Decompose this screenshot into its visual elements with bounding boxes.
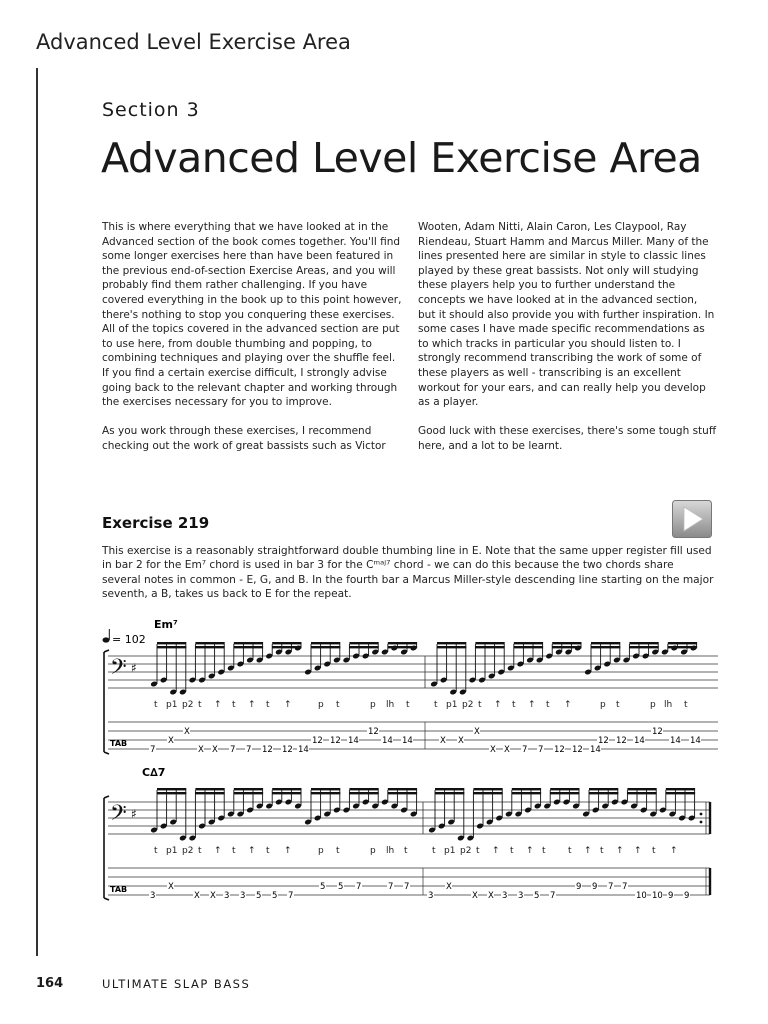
beam <box>437 642 466 644</box>
system-bracket <box>104 650 109 754</box>
tab-number: 7 <box>356 882 362 892</box>
tab-number: 12 <box>598 736 609 746</box>
beam <box>552 646 581 648</box>
tab-clef: TAB <box>110 885 128 894</box>
tab-number: X <box>198 745 204 755</box>
bass-staff <box>108 802 710 834</box>
technique-row <box>154 700 688 710</box>
beam <box>435 792 464 794</box>
svg-text:t: t <box>512 700 516 710</box>
tab-number: 9 <box>668 891 674 901</box>
tab-number: 5 <box>338 882 344 892</box>
tab-number: 7 <box>246 745 252 755</box>
svg-text:p1: p1 <box>166 700 178 710</box>
beam <box>550 792 579 794</box>
svg-text:t: t <box>266 846 270 856</box>
tab-number: 14 <box>348 736 359 746</box>
svg-text:↑: ↑ <box>634 846 642 856</box>
beam <box>589 792 618 794</box>
tab-number: 5 <box>320 882 326 892</box>
tab-number: X <box>504 745 510 755</box>
beam <box>627 792 656 794</box>
tab-number: X <box>168 882 174 892</box>
beam <box>311 792 340 794</box>
tab-number: 3 <box>224 891 230 901</box>
intro-paragraph: As you work through these exercises, I recommend checking out the work of great bassists such as Victor <box>102 425 386 452</box>
beam <box>437 646 466 648</box>
svg-text:t: t <box>476 846 480 856</box>
tab-number: 9 <box>684 891 690 901</box>
key-signature-sharp: ♯ <box>131 661 137 675</box>
tab-number: X <box>184 727 190 737</box>
tab-number: 7 <box>622 882 628 892</box>
svg-text:t: t <box>432 846 436 856</box>
beam <box>388 642 417 644</box>
margin-rule <box>36 68 38 956</box>
beam <box>311 642 340 644</box>
beam <box>550 788 579 790</box>
svg-text:t: t <box>198 700 202 710</box>
system-bracket <box>104 796 109 900</box>
tab-number: 7 <box>230 745 236 755</box>
beam <box>272 646 301 648</box>
tab-number: X <box>440 736 446 746</box>
section-label: Section 3 <box>102 99 200 121</box>
beam <box>512 792 541 794</box>
tab-number: 10 <box>636 891 647 901</box>
beam <box>388 788 417 790</box>
beam <box>552 642 581 644</box>
svg-text:t: t <box>154 846 158 856</box>
tab-number: 10 <box>652 891 663 901</box>
svg-text:p1: p1 <box>446 700 458 710</box>
intro-paragraph: Wooten, Adam Nitti, Alain Caron, Les Claypool, Ray Riendeau, Stuart Hamm and Marcus Miller. Many of the lines presented here are similar in style to classic lines played by these great bassists. Not only will studying these players help you to further understand the concepts we have looked at in the advanced section, but it should also provide you with further inspiration. In some cases I have made specific recommendations as to which tracks in particular you should listen to. I strongly recommend transcribing the work of some of these players as well - transcribing is an excellent workout for your ears, and can really help you develop as a player. <box>418 221 715 409</box>
tab-number: 14 <box>690 736 701 746</box>
tab-number: X <box>490 745 496 755</box>
svg-text:t: t <box>478 700 482 710</box>
svg-text:p2: p2 <box>462 700 474 710</box>
svg-text:t: t <box>404 846 408 856</box>
svg-text:lh: lh <box>664 700 673 710</box>
tab-number: 14 <box>382 736 393 746</box>
svg-text:↑: ↑ <box>526 846 534 856</box>
svg-text:t: t <box>198 846 202 856</box>
svg-text:p2: p2 <box>182 846 194 856</box>
beam <box>589 788 618 790</box>
svg-text:t: t <box>684 700 688 710</box>
beam <box>388 646 417 648</box>
tab-number: 12 <box>262 745 273 755</box>
svg-text:t: t <box>336 846 340 856</box>
svg-text:p: p <box>370 700 376 710</box>
svg-text:↑: ↑ <box>284 700 292 710</box>
tempo-marking <box>103 629 146 646</box>
tab-number: 14 <box>670 736 681 746</box>
tab-number: 12 <box>652 727 663 737</box>
svg-text:p1: p1 <box>444 846 456 856</box>
tab-number: 7 <box>550 891 556 901</box>
tab-clef: TAB <box>110 739 128 748</box>
tab-number: 14 <box>634 736 645 746</box>
svg-text:lh: lh <box>386 700 395 710</box>
svg-text:t: t <box>434 700 438 710</box>
beam <box>512 788 541 790</box>
beam <box>473 788 502 790</box>
svg-text:t: t <box>232 700 236 710</box>
tab-number: 7 <box>388 882 394 892</box>
beam <box>195 646 224 648</box>
beam <box>157 646 186 648</box>
beam <box>668 646 697 648</box>
exercise-title: Exercise 219 <box>102 514 210 532</box>
tab-number: 7 <box>288 891 294 901</box>
tab-number: X <box>210 891 216 901</box>
tab-number: 7 <box>404 882 410 892</box>
intro-paragraph: This is where everything that we have looked at in the Advanced section of the book comes together. You'll find some longer exercises here than have been featured in the previous end-of-section Exercise Areas, and you will probably find them rather challenging. If you have covered everything in the book up to this point however, there's nothing to stop you conquering these exercises. All of the topics covered in the advanced section are put to use here, from double thumbing and popping, to combining techniques and playing over the shuffle feel. If you find a certain exercise difficult, I strongly advise going back to the relevant chapter and working through the exercises necessary for you to improve. <box>102 221 402 409</box>
beam <box>435 788 464 790</box>
beam <box>666 788 695 790</box>
tab-number: 12 <box>282 745 293 755</box>
svg-text:t: t <box>510 846 514 856</box>
tab-number: X <box>446 882 452 892</box>
page-title: Advanced Level Exercise Area <box>101 134 702 182</box>
beam <box>666 792 695 794</box>
svg-text:t: t <box>232 846 236 856</box>
beam <box>668 642 697 644</box>
beam <box>195 788 224 790</box>
key-signature-sharp: ♯ <box>131 807 137 821</box>
beam <box>349 792 378 794</box>
svg-text:↑: ↑ <box>248 846 256 856</box>
beam <box>157 792 186 794</box>
svg-text:p1: p1 <box>166 846 178 856</box>
svg-text:p: p <box>370 846 376 856</box>
beam <box>514 646 543 648</box>
beam <box>272 788 301 790</box>
beam <box>629 646 658 648</box>
svg-text:p: p <box>600 700 606 710</box>
svg-text:↑: ↑ <box>528 700 536 710</box>
beam <box>234 788 263 790</box>
exercise-description: This exercise is a reasonably straightforward double thumbing line in E. Note that the same upper register fill used in bar 2 for the Em⁷ chord is used in bar 3 for the Cᵐᵃʲ⁷ chord - we can do this because the two chords share several notes in common - E, G, and B. In the fourth bar a Marcus Miller-style descending line starting on the major seventh, a B, takes us back to E for the repeat. <box>102 545 714 601</box>
svg-text:lh: lh <box>386 846 395 856</box>
tab-number: 12 <box>554 745 565 755</box>
svg-text:p2: p2 <box>182 700 194 710</box>
svg-text:↑: ↑ <box>564 700 572 710</box>
technique-row <box>154 846 678 856</box>
bass-clef-icon: 𝄢 <box>110 801 127 831</box>
tab-number: 3 <box>502 891 508 901</box>
svg-text:↑: ↑ <box>214 846 222 856</box>
svg-text:↑: ↑ <box>584 846 592 856</box>
svg-text:↑: ↑ <box>616 846 624 856</box>
tab-number: 7 <box>150 745 156 755</box>
beam <box>349 642 378 644</box>
beam <box>627 788 656 790</box>
tab-number: 3 <box>150 891 156 901</box>
tab-number: 7 <box>608 882 614 892</box>
beam <box>591 642 620 644</box>
tab-number: 12 <box>312 736 323 746</box>
beam <box>349 646 378 648</box>
beam <box>388 792 417 794</box>
beam <box>234 642 263 644</box>
tab-number: 5 <box>256 891 262 901</box>
chord-symbol: Em⁷ <box>154 618 178 631</box>
beam <box>311 788 340 790</box>
tab-number: 14 <box>590 745 601 755</box>
svg-text:↑: ↑ <box>492 846 500 856</box>
beam <box>591 646 620 648</box>
tab-number: X <box>168 736 174 746</box>
beam <box>475 642 504 644</box>
tab-number: 3 <box>428 891 434 901</box>
beam <box>234 646 263 648</box>
svg-text:t: t <box>652 846 656 856</box>
svg-text:↑: ↑ <box>214 700 222 710</box>
beam <box>195 642 224 644</box>
tab-number: 7 <box>538 745 544 755</box>
book-title: ULTIMATE SLAP BASS <box>102 977 251 991</box>
svg-text:t: t <box>546 700 550 710</box>
svg-text:p2: p2 <box>460 846 472 856</box>
beam <box>272 642 301 644</box>
beam <box>629 642 658 644</box>
svg-text:↑: ↑ <box>670 846 678 856</box>
tab-number: 12 <box>572 745 583 755</box>
running-title: Advanced Level Exercise Area <box>36 30 351 54</box>
svg-text:t: t <box>616 700 620 710</box>
beam <box>475 646 504 648</box>
tab-number: 7 <box>522 745 528 755</box>
tab-number: X <box>212 745 218 755</box>
svg-text:p: p <box>318 846 324 856</box>
tab-number: 12 <box>368 727 379 737</box>
svg-text:t: t <box>542 846 546 856</box>
intro-right-column <box>418 220 718 468</box>
beam <box>234 792 263 794</box>
svg-text:t: t <box>154 700 158 710</box>
tab-number: 5 <box>272 891 278 901</box>
tab-number: 3 <box>240 891 246 901</box>
beam <box>195 792 224 794</box>
svg-text:t: t <box>336 700 340 710</box>
beam <box>157 788 186 790</box>
tab-number: 3 <box>518 891 524 901</box>
bass-clef-icon: 𝄢 <box>110 655 127 685</box>
tab-number: X <box>488 891 494 901</box>
svg-text:t: t <box>266 700 270 710</box>
svg-text:t: t <box>406 700 410 710</box>
tab-number: 5 <box>534 891 540 901</box>
tab-number: X <box>474 727 480 737</box>
play-icon <box>672 500 712 538</box>
svg-text:= 102: = 102 <box>112 633 146 646</box>
beam <box>272 792 301 794</box>
svg-text:↑: ↑ <box>248 700 256 710</box>
tab-number: 14 <box>298 745 309 755</box>
tab-number: X <box>472 891 478 901</box>
tab-number: 12 <box>616 736 627 746</box>
page-number: 164 <box>36 976 64 991</box>
intro-paragraph: Good luck with these exercises, there's some tough stuff here, and a lot to be learnt. <box>418 425 717 452</box>
svg-text:↑: ↑ <box>494 700 502 710</box>
svg-text:↑: ↑ <box>284 846 292 856</box>
svg-text:p: p <box>650 700 656 710</box>
tab-number: 12 <box>330 736 341 746</box>
beam <box>311 646 340 648</box>
chord-symbol: C∆7 <box>142 766 166 779</box>
tab-number: X <box>458 736 464 746</box>
svg-text:t: t <box>600 846 604 856</box>
svg-text:t: t <box>568 846 572 856</box>
svg-text:p: p <box>318 700 324 710</box>
tab-number: 9 <box>592 882 598 892</box>
beam <box>514 642 543 644</box>
beam <box>157 642 186 644</box>
tab-number: 14 <box>402 736 413 746</box>
music-notation <box>98 612 720 912</box>
tab-number: 9 <box>576 882 582 892</box>
intro-left-column <box>102 220 402 468</box>
play-audio-button[interactable] <box>672 500 712 538</box>
tab-number: X <box>194 891 200 901</box>
beam <box>349 788 378 790</box>
beam <box>473 792 502 794</box>
